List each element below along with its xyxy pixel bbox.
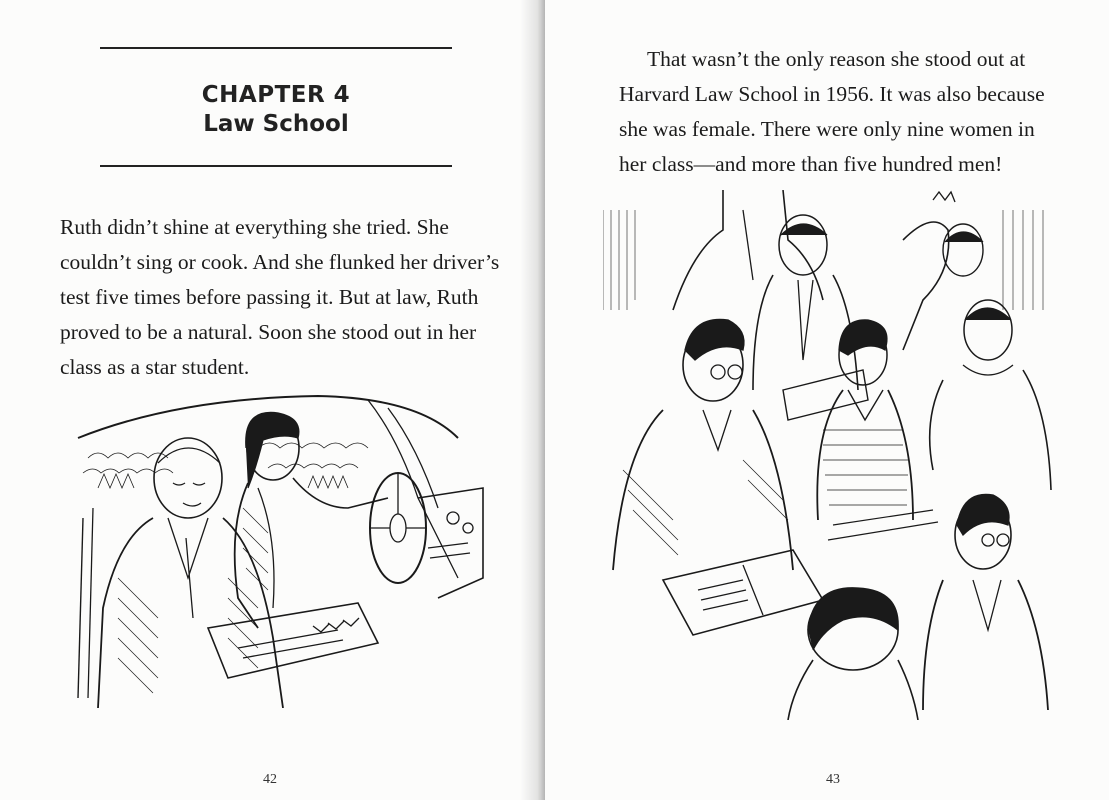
chapter-number: CHAPTER 4 bbox=[201, 82, 351, 108]
text-line: her class—and more than five hundred men! bbox=[619, 152, 1003, 176]
text-line: Ruth didn’t shine at everything she tried. She bbox=[60, 215, 449, 239]
text-line: test five times before passing it. But at law, Ruth bbox=[60, 285, 479, 309]
driving-test-illustration bbox=[58, 378, 488, 708]
classroom-illustration bbox=[603, 190, 1053, 720]
right-paragraph bbox=[619, 42, 1059, 182]
text-line: Harvard Law School in 1956. It was also because bbox=[619, 82, 1045, 106]
chapter-top-rule bbox=[100, 47, 452, 49]
page-number: 43 bbox=[826, 772, 840, 787]
text-line: That wasn’t the only reason she stood out at bbox=[647, 47, 1026, 71]
text-line: class as a star student. bbox=[60, 355, 250, 379]
chapter-bottom-rule bbox=[100, 165, 452, 167]
right-page bbox=[545, 0, 1109, 800]
text-line: proved to be a natural. Soon she stood out in her bbox=[60, 320, 477, 344]
text-line: couldn’t sing or cook. And she flunked her driver’s bbox=[60, 250, 500, 274]
left-page bbox=[0, 0, 540, 800]
chapter-title: Law School bbox=[203, 111, 349, 137]
page-number: 42 bbox=[263, 772, 277, 787]
text-line: she was female. There were only nine women in bbox=[619, 117, 1035, 141]
left-paragraph bbox=[60, 210, 500, 385]
